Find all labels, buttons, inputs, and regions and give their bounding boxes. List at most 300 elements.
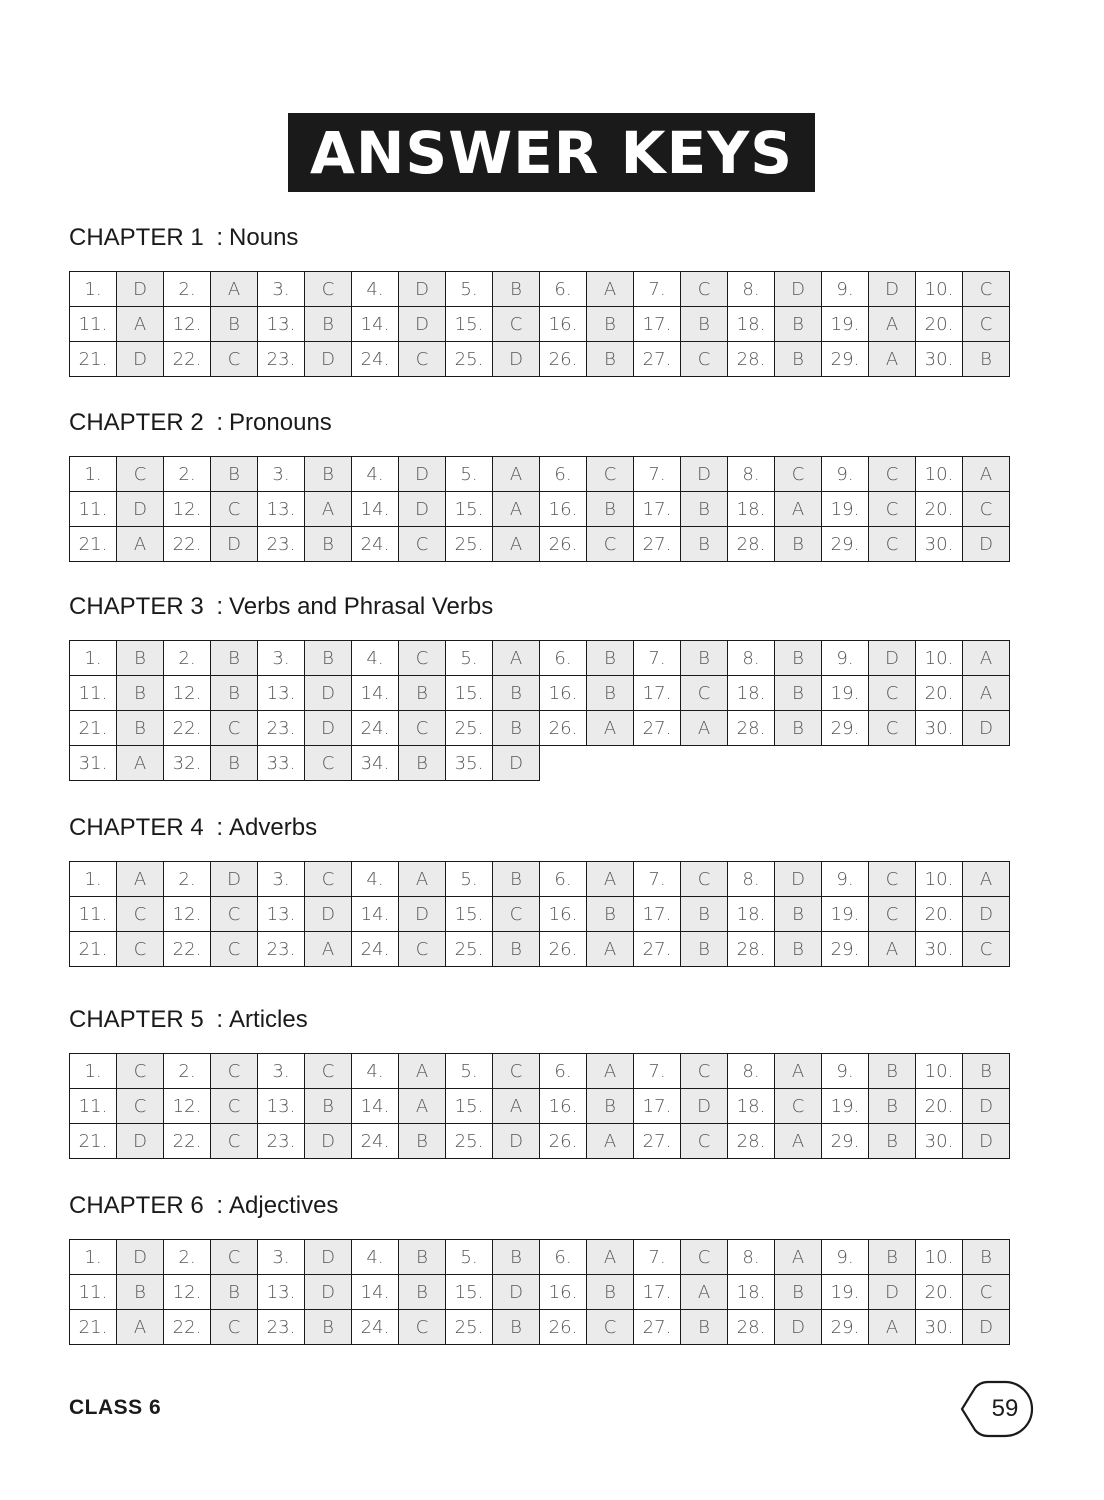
question-number: 16.: [540, 897, 587, 932]
answer-cell: B: [305, 307, 352, 342]
question-number: 16.: [540, 492, 587, 527]
chapter-separator: :: [216, 814, 224, 841]
question-number: 3.: [258, 862, 305, 897]
answer-cell: A: [399, 1054, 446, 1089]
question-number: 12.: [164, 897, 211, 932]
answer-cell: B: [775, 676, 822, 711]
answer-cell: A: [117, 862, 164, 897]
question-number: 12.: [164, 492, 211, 527]
chapter-name: Nouns: [229, 224, 299, 251]
answer-cell: A: [493, 492, 540, 527]
question-number: 12.: [164, 307, 211, 342]
question-number: 9.: [822, 457, 869, 492]
table-row: [70, 641, 1010, 676]
answer-cell: B: [399, 1240, 446, 1275]
question-number: 11.: [70, 897, 117, 932]
answer-cell: C: [211, 1310, 258, 1345]
empty-cell: [681, 746, 728, 781]
question-number: 27.: [634, 1310, 681, 1345]
question-number: 16.: [540, 676, 587, 711]
question-number: 13.: [258, 897, 305, 932]
question-number: 13.: [258, 676, 305, 711]
chapter-heading: [69, 813, 1010, 843]
question-number: 15.: [446, 1089, 493, 1124]
answer-cell: C: [869, 862, 916, 897]
question-number: 18.: [728, 897, 775, 932]
question-number: 22.: [164, 342, 211, 377]
question-number: 23.: [258, 711, 305, 746]
answer-cell: A: [681, 1275, 728, 1310]
answer-cell: A: [963, 641, 1010, 676]
table-row: [70, 897, 1010, 932]
answer-cell: C: [211, 1054, 258, 1089]
chapter-separator: :: [216, 593, 224, 620]
question-number: 20.: [916, 307, 963, 342]
answer-cell: B: [775, 527, 822, 562]
question-number: 12.: [164, 676, 211, 711]
answer-cell: A: [117, 1310, 164, 1345]
answer-cell: A: [399, 1089, 446, 1124]
answer-cell: B: [587, 676, 634, 711]
question-number: 35.: [446, 746, 493, 781]
question-number: 4.: [352, 1054, 399, 1089]
answer-cell: A: [963, 457, 1010, 492]
answer-table: [69, 456, 1010, 562]
question-number: 2.: [164, 457, 211, 492]
answer-cell: C: [681, 272, 728, 307]
answer-cell: C: [117, 932, 164, 967]
question-number: 8.: [728, 641, 775, 676]
answer-cell: D: [869, 1275, 916, 1310]
chapter-label: CHAPTER 5: [69, 1006, 204, 1033]
question-number: 23.: [258, 1124, 305, 1159]
answer-cell: C: [211, 342, 258, 377]
question-number: 28.: [728, 1124, 775, 1159]
answer-cell: B: [305, 527, 352, 562]
answer-cell: C: [117, 897, 164, 932]
answer-cell: C: [587, 527, 634, 562]
question-number: 26.: [540, 711, 587, 746]
question-number: 25.: [446, 527, 493, 562]
answer-cell: A: [587, 1124, 634, 1159]
answer-cell: B: [587, 1275, 634, 1310]
empty-cell: [540, 746, 587, 781]
answer-cell: C: [117, 1054, 164, 1089]
question-number: 8.: [728, 457, 775, 492]
chapter-section: [69, 1191, 1010, 1345]
chapter-section: [69, 408, 1010, 562]
question-number: 13.: [258, 1275, 305, 1310]
answer-cell: D: [305, 1240, 352, 1275]
question-number: 18.: [728, 492, 775, 527]
question-number: 21.: [70, 527, 117, 562]
question-number: 22.: [164, 932, 211, 967]
answer-cell: D: [305, 897, 352, 932]
answer-cell: A: [493, 1089, 540, 1124]
answer-cell: C: [305, 272, 352, 307]
answer-cell: B: [305, 1089, 352, 1124]
empty-cell: [728, 746, 775, 781]
answer-cell: C: [681, 342, 728, 377]
empty-cell: [869, 746, 916, 781]
question-number: 13.: [258, 307, 305, 342]
answer-cell: B: [493, 862, 540, 897]
question-number: 30.: [916, 1310, 963, 1345]
answer-cell: D: [117, 1124, 164, 1159]
question-number: 10.: [916, 457, 963, 492]
answer-cell: B: [493, 711, 540, 746]
answer-cell: B: [211, 457, 258, 492]
answer-cell: B: [681, 527, 728, 562]
answer-cell: C: [775, 457, 822, 492]
answer-cell: A: [305, 492, 352, 527]
answer-cell: B: [587, 641, 634, 676]
question-number: 7.: [634, 1054, 681, 1089]
answer-cell: D: [399, 457, 446, 492]
answer-cell: B: [305, 457, 352, 492]
chapter-label: CHAPTER 3: [69, 593, 204, 620]
answer-cell: B: [211, 641, 258, 676]
question-number: 2.: [164, 862, 211, 897]
table-row: [70, 932, 1010, 967]
answer-cell: C: [963, 1275, 1010, 1310]
question-number: 9.: [822, 1054, 869, 1089]
answer-cell: C: [399, 527, 446, 562]
question-number: 22.: [164, 1124, 211, 1159]
answer-cell: C: [869, 527, 916, 562]
question-number: 29.: [822, 342, 869, 377]
answer-cell: B: [681, 307, 728, 342]
empty-cell: [916, 746, 963, 781]
chapter-separator: :: [216, 409, 224, 436]
question-number: 21.: [70, 932, 117, 967]
question-number: 30.: [916, 342, 963, 377]
answer-cell: D: [117, 1240, 164, 1275]
answer-cell: D: [963, 1124, 1010, 1159]
chapter-heading: [69, 408, 1010, 438]
answer-cell: C: [963, 492, 1010, 527]
question-number: 17.: [634, 307, 681, 342]
chapter-separator: :: [216, 1006, 224, 1033]
chapter-section: [69, 592, 1010, 781]
answer-cell: B: [963, 1240, 1010, 1275]
question-number: 11.: [70, 492, 117, 527]
answer-cell: D: [211, 862, 258, 897]
answer-cell: B: [775, 307, 822, 342]
answer-cell: B: [211, 1275, 258, 1310]
answer-cell: C: [211, 492, 258, 527]
answer-cell: C: [869, 897, 916, 932]
answer-cell: D: [211, 527, 258, 562]
answer-cell: D: [869, 272, 916, 307]
question-number: 15.: [446, 307, 493, 342]
answer-cell: A: [117, 527, 164, 562]
question-number: 1.: [70, 862, 117, 897]
answer-table: [69, 1053, 1010, 1159]
answer-cell: A: [869, 1310, 916, 1345]
question-number: 11.: [70, 307, 117, 342]
question-number: 20.: [916, 1089, 963, 1124]
answer-cell: B: [211, 746, 258, 781]
answer-cell: B: [869, 1240, 916, 1275]
answer-cell: D: [493, 1124, 540, 1159]
answer-cell: C: [869, 492, 916, 527]
table-row: [70, 1089, 1010, 1124]
question-number: 27.: [634, 711, 681, 746]
answer-cell: B: [117, 711, 164, 746]
answer-cell: A: [775, 492, 822, 527]
question-number: 19.: [822, 1275, 869, 1310]
chapter-heading: [69, 592, 1010, 622]
question-number: 5.: [446, 1054, 493, 1089]
answer-cell: A: [587, 862, 634, 897]
question-number: 14.: [352, 1275, 399, 1310]
answer-cell: A: [493, 641, 540, 676]
question-number: 2.: [164, 272, 211, 307]
answer-cell: B: [399, 1275, 446, 1310]
question-number: 4.: [352, 272, 399, 307]
question-number: 9.: [822, 272, 869, 307]
answer-cell: A: [869, 307, 916, 342]
answer-cell: B: [681, 641, 728, 676]
question-number: 23.: [258, 932, 305, 967]
question-number: 10.: [916, 272, 963, 307]
question-number: 6.: [540, 1240, 587, 1275]
answer-cell: B: [587, 492, 634, 527]
answer-table: [69, 271, 1010, 377]
answer-cell: C: [399, 1310, 446, 1345]
answer-cell: C: [117, 457, 164, 492]
question-number: 20.: [916, 492, 963, 527]
question-number: 20.: [916, 676, 963, 711]
answer-table: [69, 640, 1010, 781]
question-number: 7.: [634, 1240, 681, 1275]
question-number: 24.: [352, 1124, 399, 1159]
question-number: 18.: [728, 1275, 775, 1310]
answer-cell: B: [869, 1124, 916, 1159]
answer-cell: B: [305, 1310, 352, 1345]
question-number: 3.: [258, 272, 305, 307]
answer-cell: A: [399, 862, 446, 897]
empty-cell: [822, 746, 869, 781]
answer-cell: B: [775, 342, 822, 377]
answer-cell: B: [869, 1089, 916, 1124]
answer-cell: C: [493, 1054, 540, 1089]
answer-cell: C: [963, 272, 1010, 307]
answer-cell: D: [399, 492, 446, 527]
chapter-name: Adverbs: [229, 814, 318, 841]
question-number: 25.: [446, 711, 493, 746]
question-number: 5.: [446, 641, 493, 676]
answer-cell: D: [681, 457, 728, 492]
question-number: 17.: [634, 492, 681, 527]
class-label: CLASS 6: [69, 1396, 162, 1419]
question-number: 25.: [446, 1124, 493, 1159]
answer-cell: D: [963, 1310, 1010, 1345]
question-number: 8.: [728, 272, 775, 307]
chapter-label: CHAPTER 6: [69, 1192, 204, 1219]
question-number: 22.: [164, 527, 211, 562]
question-number: 29.: [822, 1310, 869, 1345]
answer-cell: D: [775, 862, 822, 897]
question-number: 23.: [258, 527, 305, 562]
question-number: 17.: [634, 1089, 681, 1124]
answer-cell: C: [211, 711, 258, 746]
page-number-badge: [958, 1380, 1036, 1438]
answer-cell: C: [211, 1089, 258, 1124]
answer-cell: D: [963, 897, 1010, 932]
table-row: [70, 342, 1010, 377]
question-number: 25.: [446, 1310, 493, 1345]
answer-cell: B: [493, 1310, 540, 1345]
table-row: [70, 676, 1010, 711]
answer-cell: B: [587, 1089, 634, 1124]
question-number: 4.: [352, 641, 399, 676]
question-number: 28.: [728, 1310, 775, 1345]
answer-cell: C: [305, 862, 352, 897]
question-number: 26.: [540, 932, 587, 967]
answer-cell: B: [775, 711, 822, 746]
question-number: 7.: [634, 457, 681, 492]
question-number: 24.: [352, 932, 399, 967]
question-number: 1.: [70, 457, 117, 492]
table-row: [70, 711, 1010, 746]
question-number: 24.: [352, 711, 399, 746]
answer-cell: A: [681, 711, 728, 746]
table-row: [70, 307, 1010, 342]
answer-cell: A: [869, 932, 916, 967]
question-number: 16.: [540, 1089, 587, 1124]
question-number: 20.: [916, 897, 963, 932]
table-row: [70, 1240, 1010, 1275]
question-number: 18.: [728, 307, 775, 342]
question-number: 2.: [164, 1240, 211, 1275]
question-number: 28.: [728, 711, 775, 746]
question-number: 30.: [916, 527, 963, 562]
table-row: [70, 746, 1010, 781]
question-number: 27.: [634, 342, 681, 377]
question-number: 21.: [70, 711, 117, 746]
answer-cell: C: [587, 457, 634, 492]
question-number: 22.: [164, 1310, 211, 1345]
question-number: 30.: [916, 711, 963, 746]
question-number: 27.: [634, 527, 681, 562]
answer-cell: B: [681, 492, 728, 527]
chapter-separator: :: [216, 224, 224, 251]
table-row: [70, 272, 1010, 307]
question-number: 16.: [540, 307, 587, 342]
chapter-separator: :: [216, 1192, 224, 1219]
answer-cell: C: [399, 932, 446, 967]
question-number: 27.: [634, 932, 681, 967]
question-number: 6.: [540, 272, 587, 307]
chapter-heading: [69, 1005, 1010, 1035]
answer-cell: D: [117, 272, 164, 307]
answer-cell: B: [587, 307, 634, 342]
table-row: [70, 1054, 1010, 1089]
chapter-name: Pronouns: [229, 409, 332, 436]
chapter-section: [69, 1005, 1010, 1159]
question-number: 25.: [446, 932, 493, 967]
question-number: 26.: [540, 1124, 587, 1159]
question-number: 8.: [728, 1240, 775, 1275]
question-number: 15.: [446, 1275, 493, 1310]
question-number: 29.: [822, 1124, 869, 1159]
question-number: 30.: [916, 1124, 963, 1159]
answer-cell: D: [681, 1089, 728, 1124]
answer-cell: B: [305, 641, 352, 676]
answer-cell: D: [963, 527, 1010, 562]
answer-cell: B: [211, 307, 258, 342]
chapter-label: CHAPTER 2: [69, 409, 204, 436]
question-number: 19.: [822, 676, 869, 711]
question-number: 21.: [70, 1310, 117, 1345]
answer-cell: C: [587, 1310, 634, 1345]
question-number: 28.: [728, 342, 775, 377]
answer-cell: C: [963, 932, 1010, 967]
table-row: [70, 1310, 1010, 1345]
answer-cell: D: [493, 1275, 540, 1310]
question-number: 14.: [352, 897, 399, 932]
answer-cell: A: [587, 711, 634, 746]
empty-cell: [634, 746, 681, 781]
question-number: 6.: [540, 457, 587, 492]
question-number: 4.: [352, 457, 399, 492]
question-number: 24.: [352, 342, 399, 377]
chapter-section: [69, 813, 1010, 967]
answer-cell: A: [587, 932, 634, 967]
question-number: 6.: [540, 1054, 587, 1089]
answer-cell: C: [869, 457, 916, 492]
question-number: 1.: [70, 1054, 117, 1089]
answer-cell: B: [963, 1054, 1010, 1089]
question-number: 7.: [634, 862, 681, 897]
answer-cell: B: [681, 897, 728, 932]
answer-cell: B: [587, 897, 634, 932]
answer-cell: D: [869, 641, 916, 676]
question-number: 20.: [916, 1275, 963, 1310]
chapter-heading: [69, 223, 1010, 253]
empty-cell: [775, 746, 822, 781]
answer-cell: B: [963, 342, 1010, 377]
answer-cell: B: [493, 1240, 540, 1275]
question-number: 17.: [634, 897, 681, 932]
chapter-section: [69, 223, 1010, 377]
answer-cell: B: [493, 272, 540, 307]
question-number: 25.: [446, 342, 493, 377]
question-number: 17.: [634, 676, 681, 711]
question-number: 17.: [634, 1275, 681, 1310]
answer-cell: A: [305, 932, 352, 967]
answer-cell: A: [963, 862, 1010, 897]
question-number: 3.: [258, 1240, 305, 1275]
question-number: 2.: [164, 641, 211, 676]
answer-cell: C: [681, 1124, 728, 1159]
question-number: 9.: [822, 862, 869, 897]
question-number: 4.: [352, 1240, 399, 1275]
question-number: 19.: [822, 307, 869, 342]
question-number: 31.: [70, 746, 117, 781]
question-number: 8.: [728, 862, 775, 897]
answer-cell: B: [775, 641, 822, 676]
answer-cell: B: [681, 1310, 728, 1345]
question-number: 15.: [446, 492, 493, 527]
question-number: 4.: [352, 862, 399, 897]
answer-cell: A: [493, 457, 540, 492]
answer-cell: D: [775, 272, 822, 307]
answer-cell: B: [587, 342, 634, 377]
chapter-label: CHAPTER 1: [69, 224, 204, 251]
